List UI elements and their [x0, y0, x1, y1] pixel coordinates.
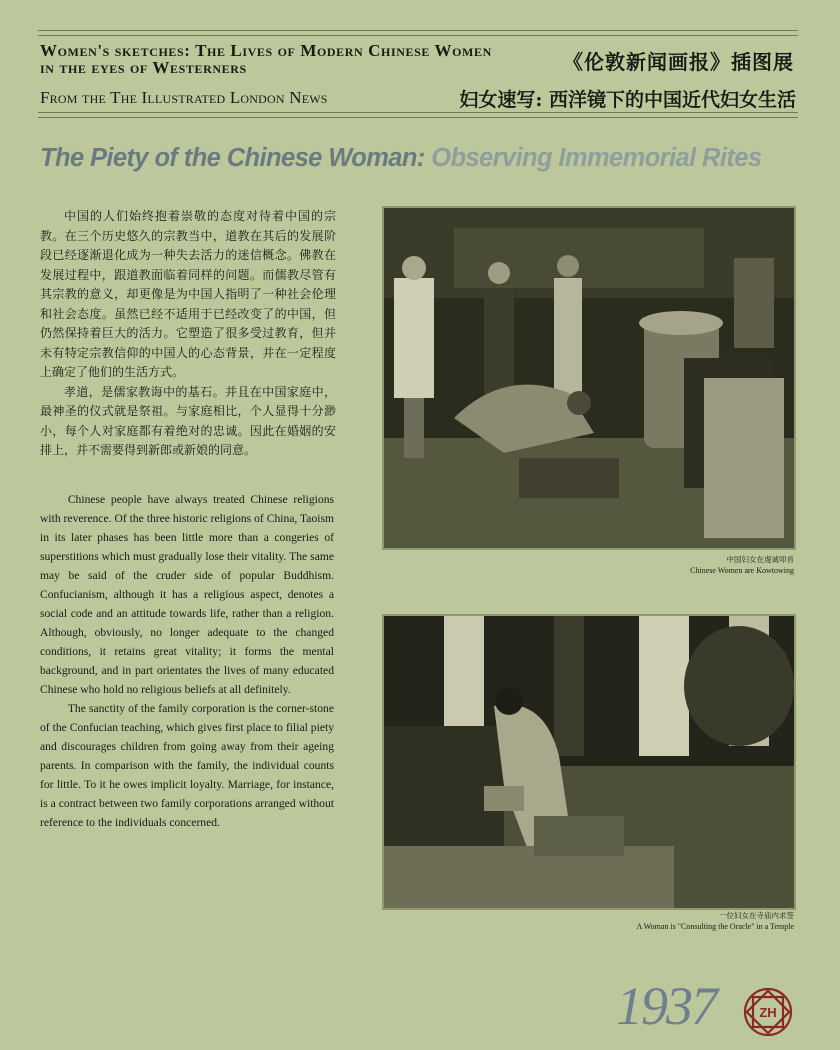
photo-oracle-caption — [637, 910, 794, 932]
photo-kowtowing-caption-zh: 中国妇女在虔诚叩首 — [726, 555, 794, 564]
photo-oracle-caption-en: A Woman is "Consulting the Oracle" in a Temple — [636, 922, 794, 931]
seal-logo-icon — [742, 986, 794, 1038]
top-rule-inner — [38, 35, 798, 36]
english-paragraph: Chinese people have always treated Chinese religions with reverence. Of the three historic religions of China, Taoism in its later phases has been little more than a congeries of superstitions which must gradually lose their vitality. The same may be said of the cruder side of popular Buddhism. Confucianism, although it has a religious aspect, denotes a social code and an attitude towards life, rather than a religion. Although, obviously, no longer adequate to the changed conditions, it retains great vitality; it forms the mental background, and in part orientates the lives of many educated Chinese who hold no religious beliefs at all definitely. — [40, 493, 334, 696]
article-title — [40, 144, 820, 173]
svg-text:ZH: ZH — [759, 1005, 777, 1020]
header-bottom-rule — [38, 112, 798, 113]
photo-kowtowing — [382, 206, 796, 550]
year-label: 1937 — [616, 976, 716, 1036]
header-english-subtitle: From the The Illustrated London News — [40, 88, 328, 107]
photo-kowtowing-image — [384, 208, 794, 548]
chinese-paragraph: 中国的人们始终抱着崇敬的态度对待着中国的宗教。在三个历史悠久的宗教当中，道教在其后的发展阶段已经逐渐退化成为一种失去活力的迷信概念。佛教在发展过程中，跟道教面临着同样的问题。而儒教尽管有其宗教的意义，却更像是为中国人指明了一种社会伦理和社会态度。虽然已经不适用于已经改变了的中国，但仍然保持着巨大的活力。它塑造了很多受过教育，但并未有特定宗教信仰的中国人的心态背景，并在一定程度上确定了他们的生活方式。 — [40, 209, 336, 379]
header-bottom-rule-inner — [38, 117, 798, 118]
article-title-main: The Piety of the Chinese Woman: — [40, 144, 425, 172]
header-chinese-subtitle: 妇女速写: 西洋镜下的中国近代妇女生活 — [459, 89, 796, 111]
chinese-body-text — [40, 207, 336, 461]
photo-oracle-caption-zh: 一位妇女在寺庙内求签 — [719, 911, 794, 920]
header-chinese-title: 《伦敦新闻画报》插图展 — [563, 50, 794, 74]
chinese-paragraph: 孝道，是儒家教诲中的基石。并且在中国家庭中，最神圣的仪式就是祭祖。与家庭相比，个人显得十分渺小，每个人对家庭都有着绝对的忠诚。因此在婚姻的安排上，并不需要得到新郎或新娘的同意。 — [40, 384, 336, 457]
article-title-sub: Observing Immemorial Rites — [424, 144, 762, 172]
photo-oracle — [382, 614, 796, 910]
english-body-text — [40, 490, 334, 832]
english-paragraph: The sanctity of the family corporation is the corner-stone of the Confucian teaching, which gives first place to filial piety and discourages children from going away from their ageing parents. In comparison with the family, the individual counts for little. To it he owes implicit loyalty. Marriage, for instance, is a contract between two family corporations arranged without reference to the individuals concerned. — [40, 702, 334, 829]
header-english-title-line2: in the eyes of Westerners — [40, 58, 247, 77]
photo-kowtowing-caption — [690, 554, 794, 576]
header-english-title-line1: Women's sketches: The Lives of Modern Chinese Women — [40, 41, 492, 60]
photo-oracle-image — [384, 616, 794, 908]
photo-kowtowing-caption-en: Chinese Women are Kowtowing — [690, 566, 794, 575]
top-rule — [38, 30, 798, 31]
header-english-title — [40, 42, 580, 76]
